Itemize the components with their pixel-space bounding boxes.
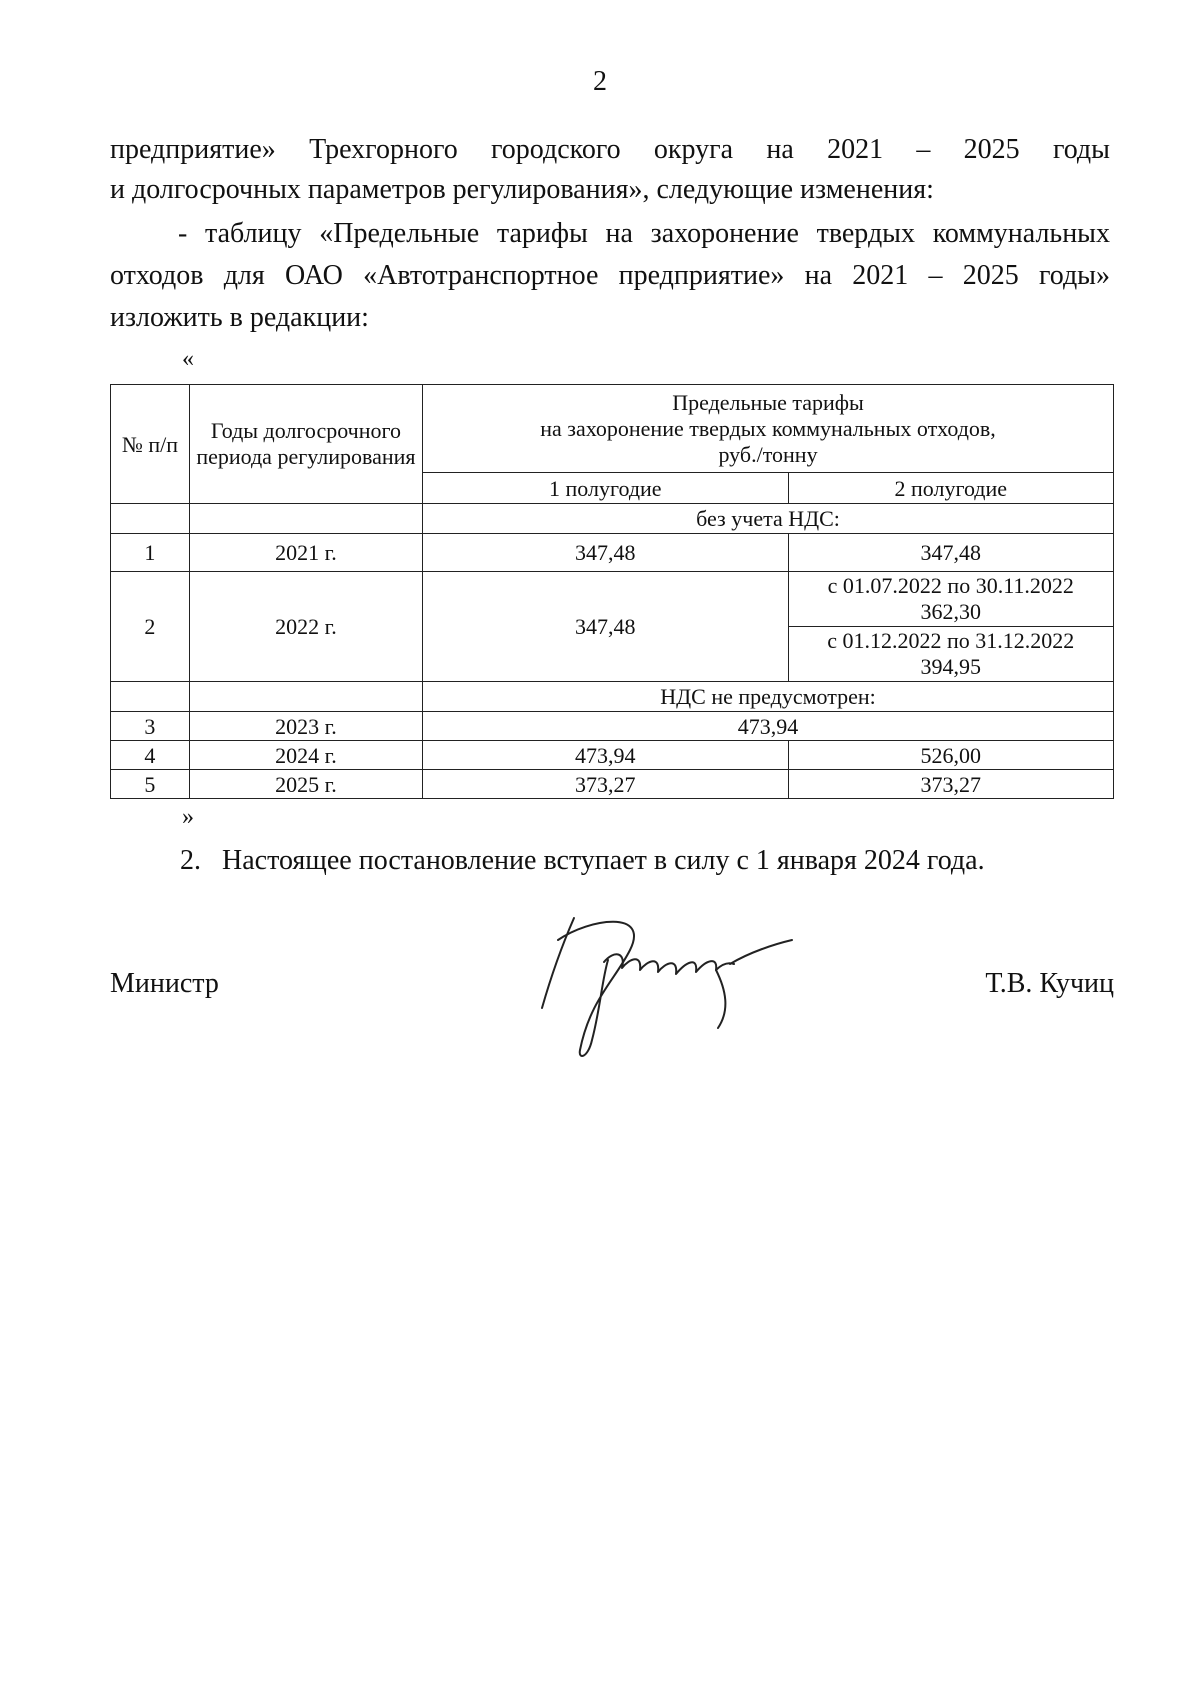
row-half-1: 347,48 [423, 572, 789, 682]
row-year: 2024 г. [189, 741, 422, 770]
row-half-2: 347,48 [788, 534, 1113, 572]
row-year: 2021 г. [189, 534, 422, 572]
header-tariffs-line-3: руб./тонну [718, 441, 818, 467]
row-number: 1 [111, 534, 190, 572]
header-tariffs [423, 385, 1114, 473]
tariff-table [110, 384, 1114, 799]
signatory-title: Министр [110, 968, 219, 999]
opening-quote: « [182, 346, 194, 372]
row-number: 4 [111, 741, 190, 770]
page-number: 2 [593, 66, 607, 97]
header-half-2: 2 полугодие [788, 473, 1113, 504]
header-tariffs-line-2: на захоронение твердых коммунальных отходов, [540, 415, 996, 441]
row-half-2-period-b: с 01.12.2022 по 31.12.2022 394,95 [788, 627, 1113, 682]
table-row [111, 504, 1114, 534]
change-line-3: изложить в редакции: [110, 302, 369, 333]
row-half-1: 347,48 [423, 534, 789, 572]
row-half-2-period-a: с 01.07.2022 по 30.11.2022 362,30 [788, 572, 1113, 627]
row-half-1: 373,27 [423, 770, 789, 799]
intro-line-2: и долгосрочных параметров регулирования», следующие изменения: [110, 174, 934, 205]
row-year: 2025 г. [189, 770, 422, 799]
row-half-1: 473,94 [423, 741, 789, 770]
table-row [111, 682, 1114, 712]
table-row [111, 770, 1114, 799]
row-number: 2 [111, 572, 190, 682]
row-half-2: 526,00 [788, 741, 1113, 770]
row-number: 5 [111, 770, 190, 799]
table-row [111, 534, 1114, 572]
change-line-1: - таблицу «Предельные тарифы на захоронение твердых коммунальных [178, 218, 1110, 249]
row-merged-value: 473,94 [423, 712, 1114, 741]
section-label-no-vat: без учета НДС: [423, 504, 1114, 534]
intro-line-1: предприятие» Трехгорного городского округа на 2021 – 2025 годы [110, 134, 1110, 165]
section-label-vat-not-provided: НДС не предусмотрен: [423, 682, 1114, 712]
closing-quote: » [182, 804, 194, 830]
header-tariffs-line-1: Предельные тарифы [672, 389, 864, 415]
header-number: № п/п [111, 385, 190, 504]
change-line-2: отходов для ОАО «Автотранспортное предприятие» на 2021 – 2025 годы» [110, 260, 1110, 291]
handwritten-signature [530, 910, 800, 1060]
signatory-name: Т.В. Кучиц [985, 968, 1114, 999]
table-row [111, 572, 1114, 627]
row-year: 2022 г. [189, 572, 422, 682]
row-year: 2023 г. [189, 712, 422, 741]
effective-date-clause [180, 845, 985, 877]
row-half-2: 373,27 [788, 770, 1113, 799]
clause-number: 2. [180, 845, 201, 876]
table-row [111, 712, 1114, 741]
row-number: 3 [111, 712, 190, 741]
clause-text: Настоящее постановление вступает в силу с 1 января 2024 года. [222, 845, 985, 876]
header-half-1: 1 полугодие [423, 473, 789, 504]
header-years: Годы долгосрочного периода регулирования [189, 385, 422, 504]
table-row [111, 741, 1114, 770]
